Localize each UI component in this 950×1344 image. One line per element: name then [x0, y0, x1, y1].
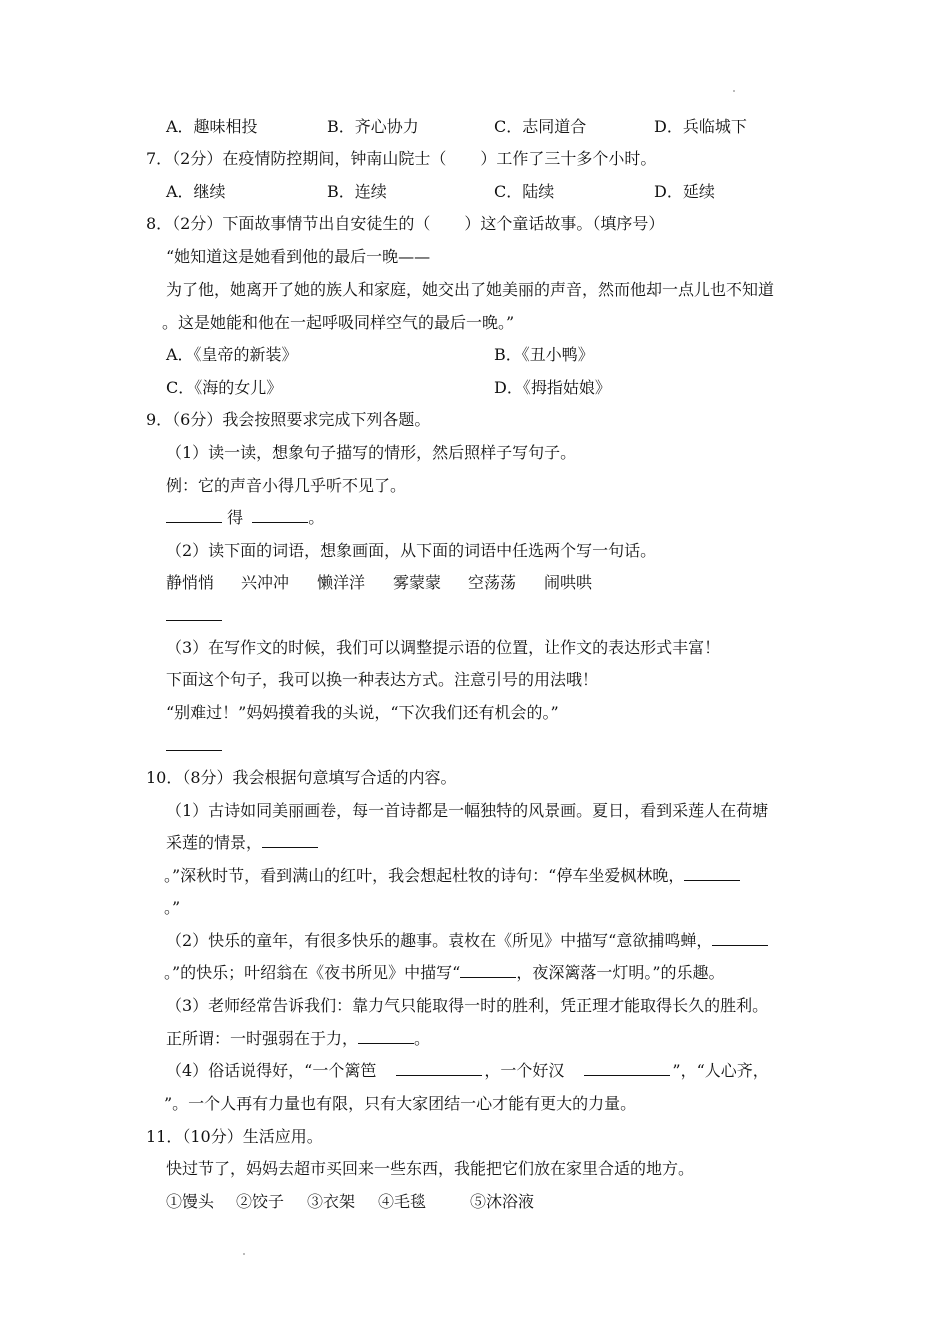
q9-part1: （1）读一读，想象句子描写的情形，然后照样子写句子。 — [166, 443, 577, 462]
q8-quote-line-3: 。这是她能和他在一起呼吸同样空气的最后一晚。” — [162, 313, 515, 332]
answer-blank[interactable] — [460, 963, 516, 978]
q6-option-b: B．齐心协力 — [327, 117, 419, 136]
q9-de: 得 — [227, 508, 244, 527]
q11-item-2: ②饺子 — [236, 1192, 285, 1211]
q11-item-1: ①馒头 — [166, 1192, 215, 1211]
answer-blank[interactable] — [584, 1061, 670, 1076]
q9-part3-sentence: “别难过！”妈妈摸着我的头说，“下次我们还有机会的。” — [166, 703, 559, 722]
answer-blank[interactable] — [358, 1029, 414, 1044]
q10-part3-line-1: （3）老师经常告诉我们：靠力气只能取得一时的胜利，凭正理才能取得长久的胜利。 — [166, 996, 769, 1015]
q8-stem-end: ）这个童话故事。（填序号） — [464, 214, 665, 233]
q9-part2: （2）读下面的词语，想象画面，从下面的词语中任选两个写一句话。 — [166, 541, 657, 560]
q9-answer-line-2 — [166, 606, 222, 626]
q10-part1-poem: 。”深秋时节，看到满山的红叶，我会想起杜牧的诗句：“停车坐爱枫林晚， — [164, 866, 685, 885]
q9-part3: （3）在写作文的时候，我们可以调整提示语的位置，让作文的表达形式丰富！ — [166, 638, 721, 657]
q11-item-5: ⑤沐浴液 — [470, 1192, 535, 1211]
q10-part4-line-2: ”。一个人再有力量也有限，只有大家团结一心才能有更大的力量。 — [164, 1094, 637, 1113]
q9-word-3: 懒洋洋 — [317, 573, 366, 592]
q11-intro: 快过节了，妈妈去超市买回来一些东西，我能把它们放在家里合适的地方。 — [166, 1159, 695, 1178]
q10-part1-line-1: （1）古诗如同美丽画卷，每一首诗都是一幅独特的风景画。夏日，看到采莲人在荷塘 — [166, 801, 769, 820]
q10-part2-text-a: 。”的快乐；叶绍翁在《夜书所见》中描写“ — [164, 963, 461, 982]
q11-item-3: ③衣架 — [307, 1192, 356, 1211]
q10-part4-text-a: （4）俗话说得好，“一个篱笆 — [166, 1061, 377, 1080]
q10-part3-text: 正所谓：一时强弱在于力， — [166, 1029, 359, 1048]
answer-blank[interactable] — [166, 508, 222, 523]
q7-stem — [146, 149, 656, 169]
q7-option-d: D．延续 — [654, 182, 715, 201]
q9-word-4: 雾蒙蒙 — [393, 573, 442, 592]
q9-stem: 9．（6分）我会按照要求完成下列各题。 — [146, 410, 431, 429]
q11-item-4: ④毛毯 — [378, 1192, 427, 1211]
q8-option-b: B．《丑小鸭》 — [494, 345, 594, 364]
q8-option-c: C．《海的女儿》 — [166, 378, 283, 397]
q10-part4-text-c: ”，“人心齐， — [672, 1061, 769, 1080]
q8-quote-line-1: “她知道这是她看到他的最后一晚—— — [166, 247, 431, 266]
q6-option-a: A．趣味相投 — [166, 117, 258, 136]
q8-option-d: D．《拇指姑娘》 — [494, 378, 611, 397]
q10-part2-text-b: ，夜深篱落一灯明。”的乐趣。 — [516, 963, 725, 982]
answer-blank[interactable] — [262, 833, 318, 848]
q8-stem-start: 8．（2分）下面故事情节出自安徒生的（ — [146, 214, 431, 233]
q9-word-5: 空荡荡 — [468, 573, 517, 592]
q8-stem — [146, 214, 664, 234]
q9-part3-instruction: 下面这个句子，我可以换一种表达方式。注意引号的用法哦！ — [166, 670, 599, 689]
answer-blank[interactable] — [712, 931, 768, 946]
q10-stem: 10．（8分）我会根据句意填写合适的内容。 — [146, 768, 457, 787]
q10-part1-line-4: 。” — [164, 898, 181, 917]
q7-option-b: B．连续 — [327, 182, 387, 201]
answer-blank[interactable] — [684, 866, 740, 881]
q10-part3-line-2 — [166, 1029, 430, 1049]
q9-word-1: 静悄悄 — [166, 573, 215, 592]
q9-answer-line-1 — [166, 508, 324, 528]
q9-period: 。 — [308, 508, 325, 527]
answer-blank[interactable] — [252, 508, 308, 523]
q10-part2-line-1 — [166, 931, 768, 951]
answer-blank[interactable] — [166, 736, 222, 751]
q10-part2-line-2 — [164, 963, 725, 983]
q8-option-a: A．《皇帝的新装》 — [166, 345, 298, 364]
q9-answer-line-3 — [166, 736, 222, 756]
q9-word-2: 兴冲冲 — [241, 573, 290, 592]
q9-example: 例：它的声音小得几乎听不见了。 — [166, 476, 407, 495]
q10-part3-period: 。 — [414, 1029, 431, 1048]
q10-part1-line-2 — [166, 833, 318, 853]
q10-part4-line-1 — [166, 1061, 769, 1081]
q10-part2-text: （2）快乐的童年，有很多快乐的趣事。袁枚在《所见》中描写“意欲捕鸣蝉， — [166, 931, 713, 950]
answer-blank[interactable] — [396, 1061, 482, 1076]
q10-part4-text-b: ，一个好汉 — [484, 1061, 565, 1080]
q11-stem: 11．（10分）生活应用。 — [146, 1127, 323, 1146]
q7-stem-end: ）工作了三十多个小时。 — [480, 149, 657, 168]
answer-blank[interactable] — [166, 606, 222, 621]
q7-stem-start: 7．（2分）在疫情防控期间，钟南山院士（ — [146, 149, 447, 168]
q7-option-c: C．陆续 — [494, 182, 555, 201]
q7-option-a: A．继续 — [166, 182, 226, 201]
q10-part1-text: 采莲的情景， — [166, 833, 263, 852]
q9-word-6: 闹哄哄 — [544, 573, 593, 592]
q10-part1-line-3 — [164, 866, 740, 886]
q6-option-c: C．志同道合 — [494, 117, 587, 136]
q8-quote-line-2: 为了他，她离开了她的族人和家庭，她交出了她美丽的声音，然而他却一点儿也不知道 — [166, 280, 775, 299]
q6-option-d: D．兵临城下 — [654, 117, 747, 136]
